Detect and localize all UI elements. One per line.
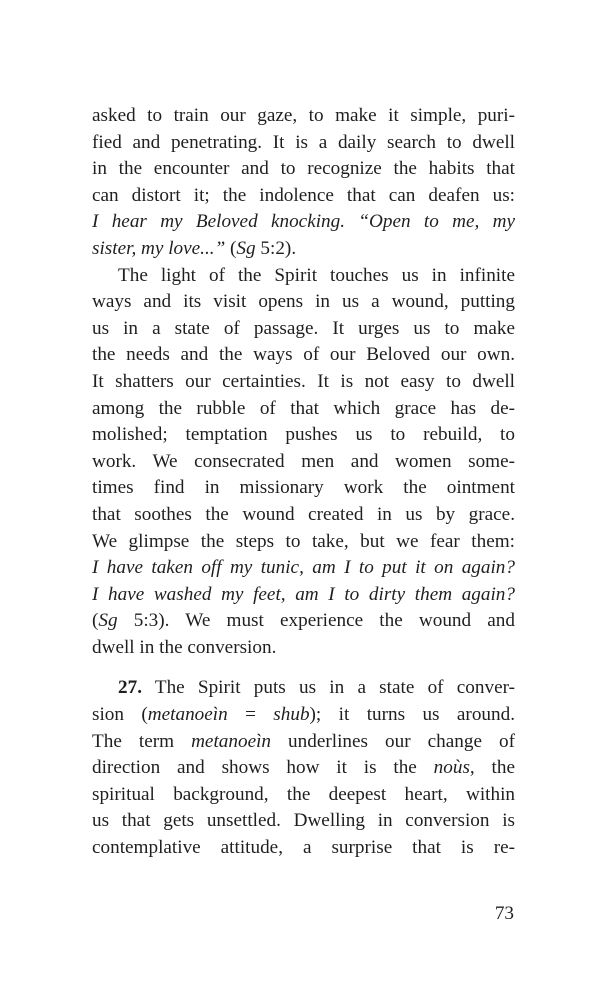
text-run: direction and shows how it is the: [92, 757, 434, 779]
text-line: can distort it; the indolence that can deafen us:: [92, 184, 515, 206]
text-run: sion (: [92, 704, 148, 726]
scripture-quote: I hear my Beloved knocking. “Open to me, my: [92, 211, 515, 233]
text-line: ways and its visit opens in us a wound, putting: [92, 291, 515, 313]
text-line: work. We consecrated men and women some-: [92, 450, 515, 472]
text-line: The light of the Spirit touches us in infinite: [118, 264, 515, 286]
text-line: among the rubble of that which grace has de-: [92, 397, 515, 419]
text-line: molished; temptation pushes us to rebuild, to: [92, 424, 515, 446]
greek-term: metanoeìn: [147, 704, 228, 726]
text-run: ); it turns us around.: [309, 704, 515, 726]
text-run: underlines our change of: [271, 730, 515, 752]
text-line: the needs and the ways of our Beloved our own.: [92, 344, 515, 366]
text-line: us that gets unsettled. Dwelling in conversion is: [92, 810, 515, 832]
scripture-ref: Sg: [98, 610, 118, 632]
greek-term: metanoeìn: [191, 730, 272, 752]
text-run: The term: [92, 730, 192, 752]
paragraph-gap: [92, 661, 515, 675]
scripture-ref-rest: 5:2).: [255, 237, 297, 259]
text-line: [92, 755, 515, 782]
text-line: [92, 702, 515, 729]
text-line: (Sg 5:3). We must experience the wound and: [92, 610, 515, 632]
text-line: asked to train our gaze, to make it simple, puri-: [92, 105, 515, 126]
text-line: that soothes the wound created in us by grace.: [92, 503, 515, 525]
page-number: 73: [494, 903, 514, 924]
text-run: , the: [469, 757, 515, 779]
paragraph-2: [92, 263, 515, 662]
greek-term: noùs: [433, 757, 470, 779]
text-line: dwell in the conversion.: [92, 636, 277, 658]
text-line: spiritual background, the deepest heart, within: [92, 783, 515, 805]
text-line: fied and penetrating. It is a daily search to dwell: [92, 131, 515, 153]
text-line: We glimpse the steps to take, but we fear them:: [92, 530, 515, 552]
text-line: times find in missionary work the ointment: [92, 477, 515, 499]
text-line: [92, 675, 515, 702]
text-line: It shatters our certainties. It is not easy to dwell: [92, 370, 515, 392]
text-line: us in a state of passage. It urges us to make: [92, 317, 515, 339]
text-run: The Spirit puts us in a state of conver-: [141, 677, 515, 699]
text-run: =: [227, 704, 274, 726]
scripture-quote: I have washed my feet, am I to dirty them again?: [92, 583, 515, 605]
paragraph-3: [92, 675, 515, 861]
scripture-quote: I have taken off my tunic, am I to put it on again?: [92, 557, 515, 579]
scripture-quote: sister, my love...”: [92, 237, 226, 259]
section-number: 27.: [118, 677, 142, 699]
text-line: [92, 729, 515, 756]
hebrew-term: shub: [273, 704, 310, 726]
text-line: [92, 582, 515, 609]
text-line: sister, my love...” (Sg 5:2).: [92, 237, 297, 259]
text-line: contemplative attitude, a surprise that is re-: [92, 837, 515, 859]
text-line: [92, 555, 515, 582]
paragraph-1: [92, 103, 515, 263]
scripture-ref: Sg: [236, 237, 256, 259]
text-run: 5:3). We must experience the wound and: [117, 610, 515, 632]
page-body: [92, 103, 515, 862]
text-line: [92, 209, 515, 236]
text-line: in the encounter and to recognize the habits that: [92, 158, 515, 180]
